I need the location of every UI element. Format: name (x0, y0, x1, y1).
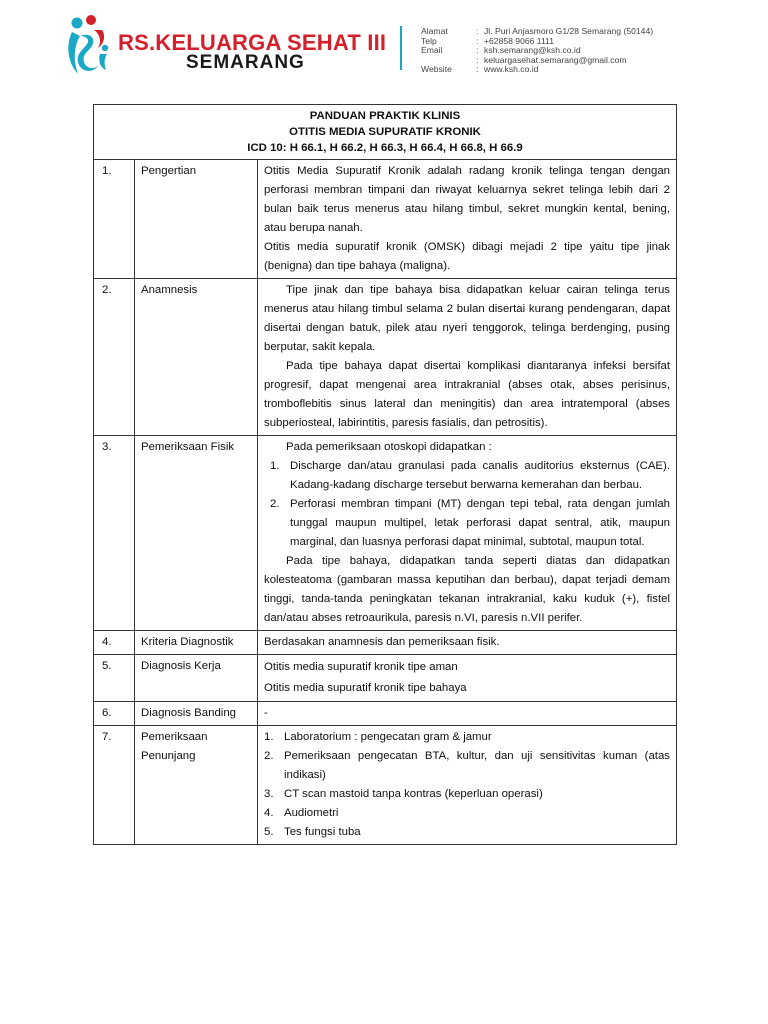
clinical-guideline-table (93, 104, 677, 845)
contact-row: Email : ksh.semarang@ksh.co.id (421, 45, 581, 56)
list-item: 1. Discharge dan/atau granulasi pada canalis auditorius eksternus (CAE). Kadang-kadang discharge tersebut berwarna kemerahan dan berbau. (270, 460, 670, 491)
row-content (258, 160, 677, 279)
row-number: 4. (94, 631, 135, 655)
hospital-city: SEMARANG (186, 52, 305, 73)
diagnosis-item: Otitis media supuratif kronik tipe aman (264, 661, 458, 673)
list-item: 2. Perforasi membran timpani (MT) dengan tepi tebal, rata dengan jumlah tunggal maupun multipel, letak perforasi dapat sentral, atik, maupun marginal, dan luasnya perforasi dapat minimal, subtotal, maupun total. (270, 498, 670, 548)
header-divider (400, 26, 402, 70)
row-number: 6. (94, 702, 135, 726)
row-content (258, 279, 677, 436)
list-item: 1. Laboratorium : pengecatan gram & jamur (264, 731, 492, 743)
contact-row: Website : www.ksh.co.id (421, 64, 539, 75)
contact-row: Telp : +62858 9066 1111 (421, 35, 555, 46)
contact-row: Alamat : Jl. Puri Anjasmoro G1/28 Semarang (50144) (421, 26, 654, 36)
website-link[interactable]: www.ksh.co.id (484, 64, 539, 75)
support-exam-list (264, 728, 670, 842)
row-label: Anamnesis (135, 279, 258, 436)
doc-subtitle: OTITIS MEDIA SUPURATIF KRONIK (289, 126, 481, 138)
row-content: - (258, 702, 677, 726)
row-number: 2. (94, 279, 135, 436)
letterhead (0, 0, 768, 90)
table-row (94, 631, 677, 655)
paragraph: Tipe jinak dan tipe bahaya bisa didapatkan keluar cairan telinga terus menerus atau hilang timbul selama 2 bulan disertai kurang pendengaran, dapat disertai dengan batuk, pilek atau nyeri tenggorok, telinga berdenging, pusing berputar, sakit kepala. (264, 284, 670, 353)
hospital-logo-icon (64, 14, 116, 78)
table-row (94, 702, 677, 726)
list-item: 5. Tes fungsi tuba (264, 826, 361, 838)
row-label: Diagnosis Banding (135, 702, 258, 726)
table-row (94, 655, 677, 702)
row-number: 5. (94, 655, 135, 702)
row-content (258, 726, 677, 845)
paragraph: Pada tipe bahaya dapat disertai komplikasi diantaranya infeksi bersifat progresif, dapat mengenai area intrakranial (abses otak, abses perisinus, tromboflebitis sinus lateral dan meningitis) dan area intratemporal (abses subperiosteal, labirintitis, paresis fasialis, dan petrositis). (264, 360, 670, 429)
table-row (94, 279, 677, 436)
row-number: 1. (94, 160, 135, 279)
paragraph: Otitis Media Supuratif Kronik adalah radang kronik telinga tengan dengan perforasi membran timpani dan riwayat keluarnya sekret telinga lebih dari 2 bulan baik terus menerus atau hilang timbul, sekret mungkin kental, bening, atau berupa nanah. (264, 165, 670, 234)
row-label: Kriteria Diagnostik (135, 631, 258, 655)
paragraph: Pada pemeriksaan otoskopi didapatkan : (286, 441, 492, 453)
row-content (258, 655, 677, 702)
diagnosis-item: Otitis media supuratif kronik tipe bahaya (264, 682, 467, 694)
email-link[interactable]: ksh.semarang@ksh.co.id (484, 45, 581, 56)
row-label: Pemeriksaan Penunjang (135, 726, 258, 845)
row-number: 7. (94, 726, 135, 845)
row-label: Pengertian (135, 160, 258, 279)
contact-block (421, 27, 653, 75)
icd-codes: ICD 10: H 66.1, H 66.2, H 66.3, H 66.4, H 66.8, H 66.9 (247, 142, 523, 154)
list-item: 4. Audiometri (264, 807, 339, 819)
hospital-name: RS.KELUARGA SEHAT III (118, 30, 387, 55)
doc-title: PANDUAN PRAKTIK KLINIS (309, 110, 461, 122)
paragraph: Otitis media supuratif kronik (OMSK) dibagi mejadi 2 tipe yaitu tipe jinak (benigna) dan tipe bahaya (maligna). (264, 241, 670, 272)
row-label: Diagnosis Kerja (135, 655, 258, 702)
row-content (258, 436, 677, 631)
list-item: 2. Pemeriksaan pengecatan BTA, kultur, dan uji sensitivitas kuman (atas indikasi) (264, 750, 670, 781)
row-content: Berdasakan anamnesis dan pemeriksaan fisik. (258, 631, 677, 655)
findings-list (264, 457, 670, 552)
email-link[interactable]: keluargasehat.semarang@gmail.com (484, 54, 627, 65)
list-item: 3. CT scan mastoid tanpa kontras (keperluan operasi) (264, 788, 543, 800)
table-row (94, 160, 677, 279)
table-title-row (94, 105, 677, 160)
contact-row: : keluargasehat.semarang@gmail.com (476, 54, 627, 65)
table-row (94, 436, 677, 631)
paragraph: Pada tipe bahaya, didapatkan tanda seperti diatas dan didapatkan kolesteatoma (gambaran massa keputihan dan berbau), dapat terjadi demam tinggi, tanda-tanda peningkatan tekanan intrakranial, kaku kuduk (+), fistel dan/atau abses retroaurikula, paresis n.VI, paresis n.VII perifer. (264, 555, 670, 624)
row-number: 3. (94, 436, 135, 631)
table-row (94, 726, 677, 845)
row-label: Pemeriksaan Fisik (135, 436, 258, 631)
